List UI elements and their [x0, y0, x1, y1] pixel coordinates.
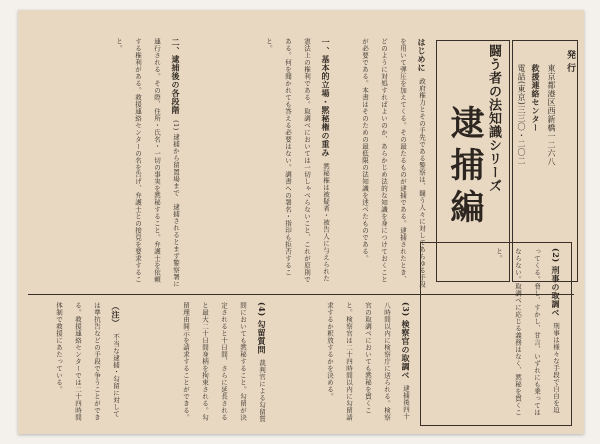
publisher-address: 東京都港区西新橋一二六八 [547, 64, 556, 166]
section-2 [30, 38, 186, 288]
section-3 [424, 248, 566, 420]
intro-text: 政府権力とその手先である警察は、闘う人々に対してあらゆる手段を用いて弾圧を加えてくる。その最たるものが逮捕である。逮捕されたとき、どのように対処すればよいのか、あらかじめ法的な知識を身につけておくことが必要である。本書はそのための最低限の法知識を述べたものである。 [361, 38, 426, 288]
notes-text: 不当な逮捕・勾留に対しては準抗告などの手段で争うことができる。救援連絡センターでは二十四時間体制で救援にあたっている。 [55, 302, 120, 421]
section-4 [276, 302, 416, 424]
section-5-text: 裁判官による勾留質問においても黙秘すること。勾留が決定されると十日間、さらに延長されると最大二十日間身柄を拘束される。勾留理由開示を請求することができる。 [182, 302, 266, 423]
section-1-text: 黙秘権は被疑者・被告人に与えられた憲法上の権利である。取調べにおいては一切しゃべらないこと、これが原則である。何を聞かれても答える必要はない。調書への署名・指印も拒否すること。 [265, 38, 330, 283]
series-title: 闘う者の法知識シリーズ [486, 44, 501, 193]
section-1 [190, 38, 336, 288]
section-5-heading: (4) 勾留質問 [257, 302, 267, 354]
section-4-heading: (3) 検察官の取調べ [401, 302, 411, 380]
main-title: 逮捕編 [444, 105, 484, 231]
intro-block [340, 38, 432, 288]
pamphlet-page [18, 10, 584, 434]
publisher-label: 発 行 [565, 50, 575, 73]
notes-block [30, 302, 126, 424]
section-2-heading: 二、逮捕後の各段階 [171, 38, 181, 115]
section-5 [130, 302, 272, 424]
publisher-tel: 電話(東京)三三〇・二〇二 [517, 64, 526, 165]
intro-heading: はじめに [417, 38, 427, 72]
section-1-heading: 一、基本的立場・黙秘権の重み [321, 38, 331, 157]
section-4-text: 逮捕後四十八時間以内に検察庁に送られる。検察官の取調べにおいても黙秘を貫くこと。検察官は二十四時間以内に勾留請求するか釈放するかを決める。 [326, 302, 410, 421]
section-2-text: (1) 逮捕から留置場まで 逮捕されるとまず警察署に連行される。その際、住所・氏名・一切の事実を黙秘すること。弁護士を依頼する権利がある。救援連絡センターの名を告げ、弁護士との接見を要求すること。 [115, 38, 180, 288]
section-3-heading: (2) 刑事の取調べ [551, 248, 561, 317]
section-3-text: 刑事は様々な手段で自白を迫ってくる。脅し、すかし、甘言、いずれにも乗ってはならない。取調べに応じる義務はなく、黙秘を貫くこと。 [495, 248, 560, 416]
publisher-name: 救援連絡センター [531, 64, 541, 132]
notes-heading: （注） [111, 302, 121, 328]
